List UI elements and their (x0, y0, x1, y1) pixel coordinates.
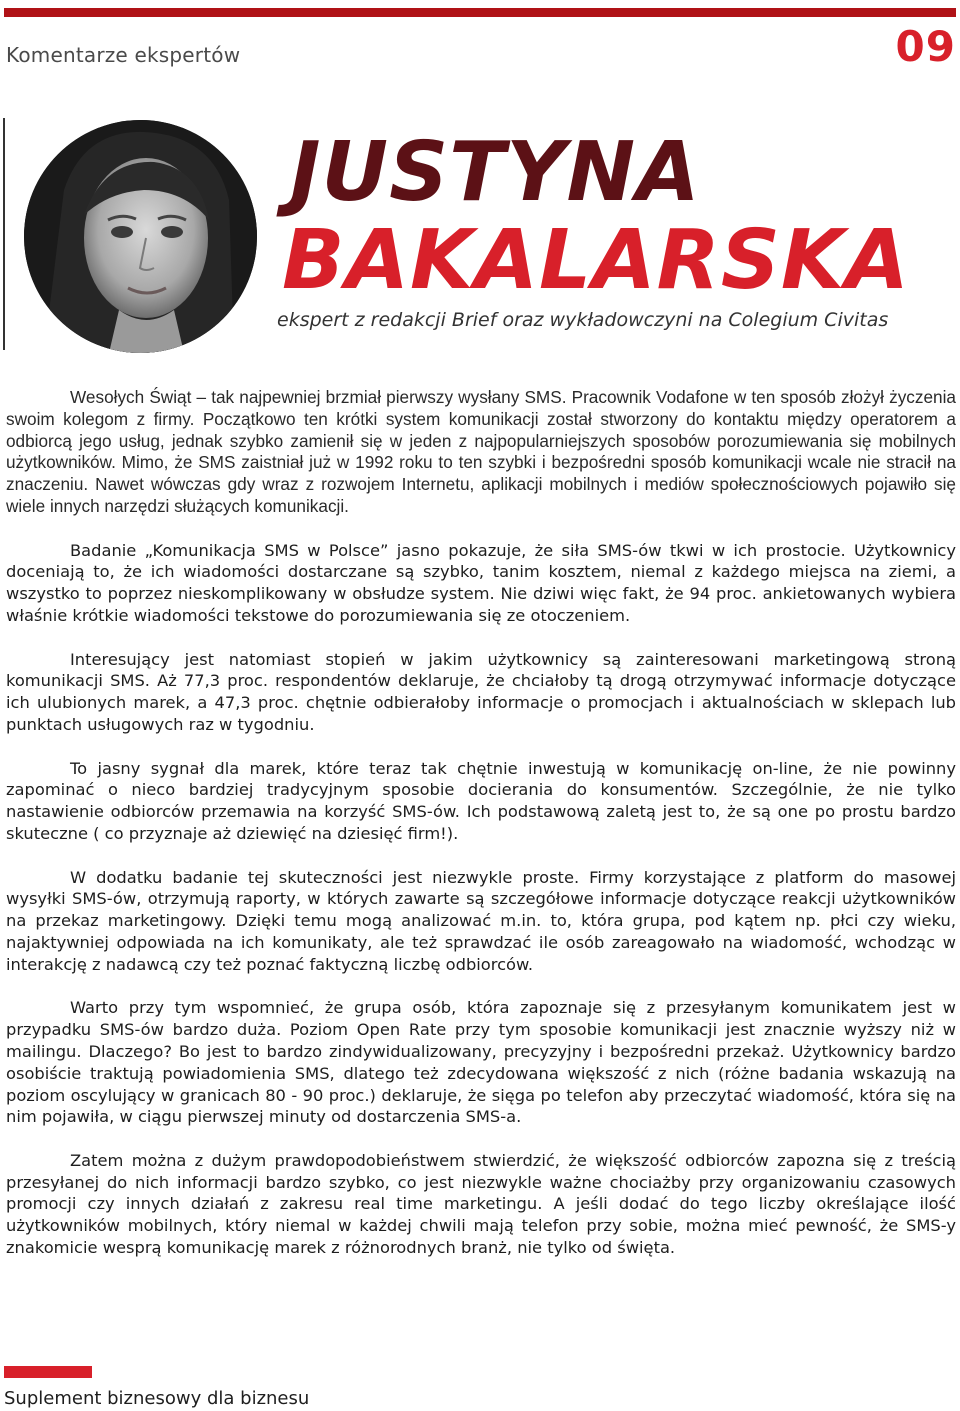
author-portrait (24, 120, 257, 353)
article-body (6, 387, 956, 1281)
footer-label: Suplement biznesowy dla biznesu (4, 1388, 310, 1409)
article-paragraph: Badanie „Komunikacja SMS w Polsce” jasno pokazuje, że siła SMS-ów tkwi w ich prostocie. Użytkownicy doceniają to, że ich wiadomości dostarczane są szybko, tanim kosztem, niemal z każdego miejsca na ziemi, a wszystko to poprzez nieskomplikowany w obsłudze system. Nie dziwi więc fakt, że 94 proc. ankietowanych wybiera właśnie krótkie wiadomości tekstowe do porozumiewania się ze otoczeniem. (6, 540, 956, 625)
section-label: Komentarze ekspertów (6, 43, 241, 67)
top-accent-bar (4, 8, 956, 17)
author-role: ekspert z redakcji Brief oraz wykładowczyni na Colegium Civitas (277, 309, 889, 331)
vertical-divider (3, 118, 5, 350)
portrait-photo-icon (24, 120, 257, 353)
article-paragraph: Wesołych Świąt – tak najpewniej brzmiał pierwszy wysłany SMS. Pracownik Vodafone w ten sposób złożył życzenia swoim kolegom z firmy. Początkowo ten krótki system komunikacji został stworzony do kontaktu między operatorem a odbiorcą jego usług, jednak szybko zamienił się w jeden z najpopularniejszych sposobów porozumiewania się mobilnych użytkowników. Mimo, że SMS zaistniał już w 1992 roku to ten szybki i bezpośredni sposób komunikacji wcale nie stracił na znaczeniu. Nawet wówczas gdy wraz z rozwojem Internetu, aplikacji mobilnych i mediów społecznościowych pojawiło się wiele innych narzędzi służących komunikacji. (6, 387, 956, 516)
article-paragraph: Interesujący jest natomiast stopień w jakim użytkownicy są zainteresowani marketingową stroną komunikacji SMS. Aż 77,3 proc. respondentów deklaruje, że chciałoby tą drogą otrzymywać informacje dotyczące ich ulubionych marek, a 47,3 proc. chętnie odbierałoby informacje o promocjach i aktualnościach w sklepach lub punktach usługowych raz w tygodniu. (6, 649, 956, 734)
author-first-name: JUSTYNA (290, 125, 701, 220)
author-last-name: BAKALARSKA (282, 213, 910, 308)
article-paragraph: Zatem można z dużym prawdopodobieństwem stwierdzić, że większość odbiorców zapozna się z treścią przesyłanej do nich informacji bardzo szybko, co jest niezwykle ważne chociażby przy organizowaniu czasowych promocji czy innych działań z zakresu real time marketingu. A jeśli dodać do tego liczby określające ilość użytkowników mobilnych, który niemal w każdej chwili mają telefon przy sobie, można mieć pewność, że SMS-y znakomicie wesprą komunikację marek z różnorodnych branż, nie tylko od święta. (6, 1150, 956, 1258)
article-paragraph: To jasny sygnał dla marek, które teraz tak chętnie inwestują w komunikację on-line, że nie powinny zapominać o nieco bardziej tradycyjnym sposobie docierania do konsumentów. Szczególnie, że nie tylko nastawienie odbiorców przemawia na korzyść SMS-ów. Ich podstawową zaletą jest to, że są one po prostu bardzo skuteczne ( co przyznaje aż dziewięć na dziesięć firm!). (6, 758, 956, 843)
page-number: 09 (895, 22, 956, 71)
article-paragraph: W dodatku badanie tej skuteczności jest niezwykle proste. Firmy korzystające z platform do masowej wysyłki SMS-ów, otrzymują raporty, w których zawarte są szczegółowe informacje dotyczące reakcji użytkowników na przekaz marketingowy. Dzięki temu mogą analizować m.in. to, która grupa, pod kątem np. płci czy wieku, najaktywniej odpowiada na ich komunikaty, ale też sprawdzać ile osób zareagowało na wiadomość, wchodząc w interakcję z nadawcą czy też poznać faktyczną liczbę odbiorców. (6, 867, 956, 974)
article-paragraph: Warto przy tym wspomnieć, że grupa osób, która zapoznaje się z przesyłanym komunikatem jest w przypadku SMS-ów bardzo duża. Poziom Open Rate przy tym sposobie komunikacji jest znacznie wyższy niż w mailingu. Dlaczego? Bo jest to bardzo zindywidualizowany, precyzyjny i bezpośredni przekaż. Użytkownicy bardzo osobiście traktują powiadomienia SMS, dlatego też zdecydowana większość z nich (różne badania wskazują na poziom oscylujący w granicach 80 - 90 proc.) deklaruje, że sięga po telefon aby przeczytać wiadomość, która się na nim pojawiła, w ciągu pierwszej minuty od dostarczenia SMS-a. (6, 998, 956, 1127)
bottom-accent-bar (4, 1366, 92, 1378)
